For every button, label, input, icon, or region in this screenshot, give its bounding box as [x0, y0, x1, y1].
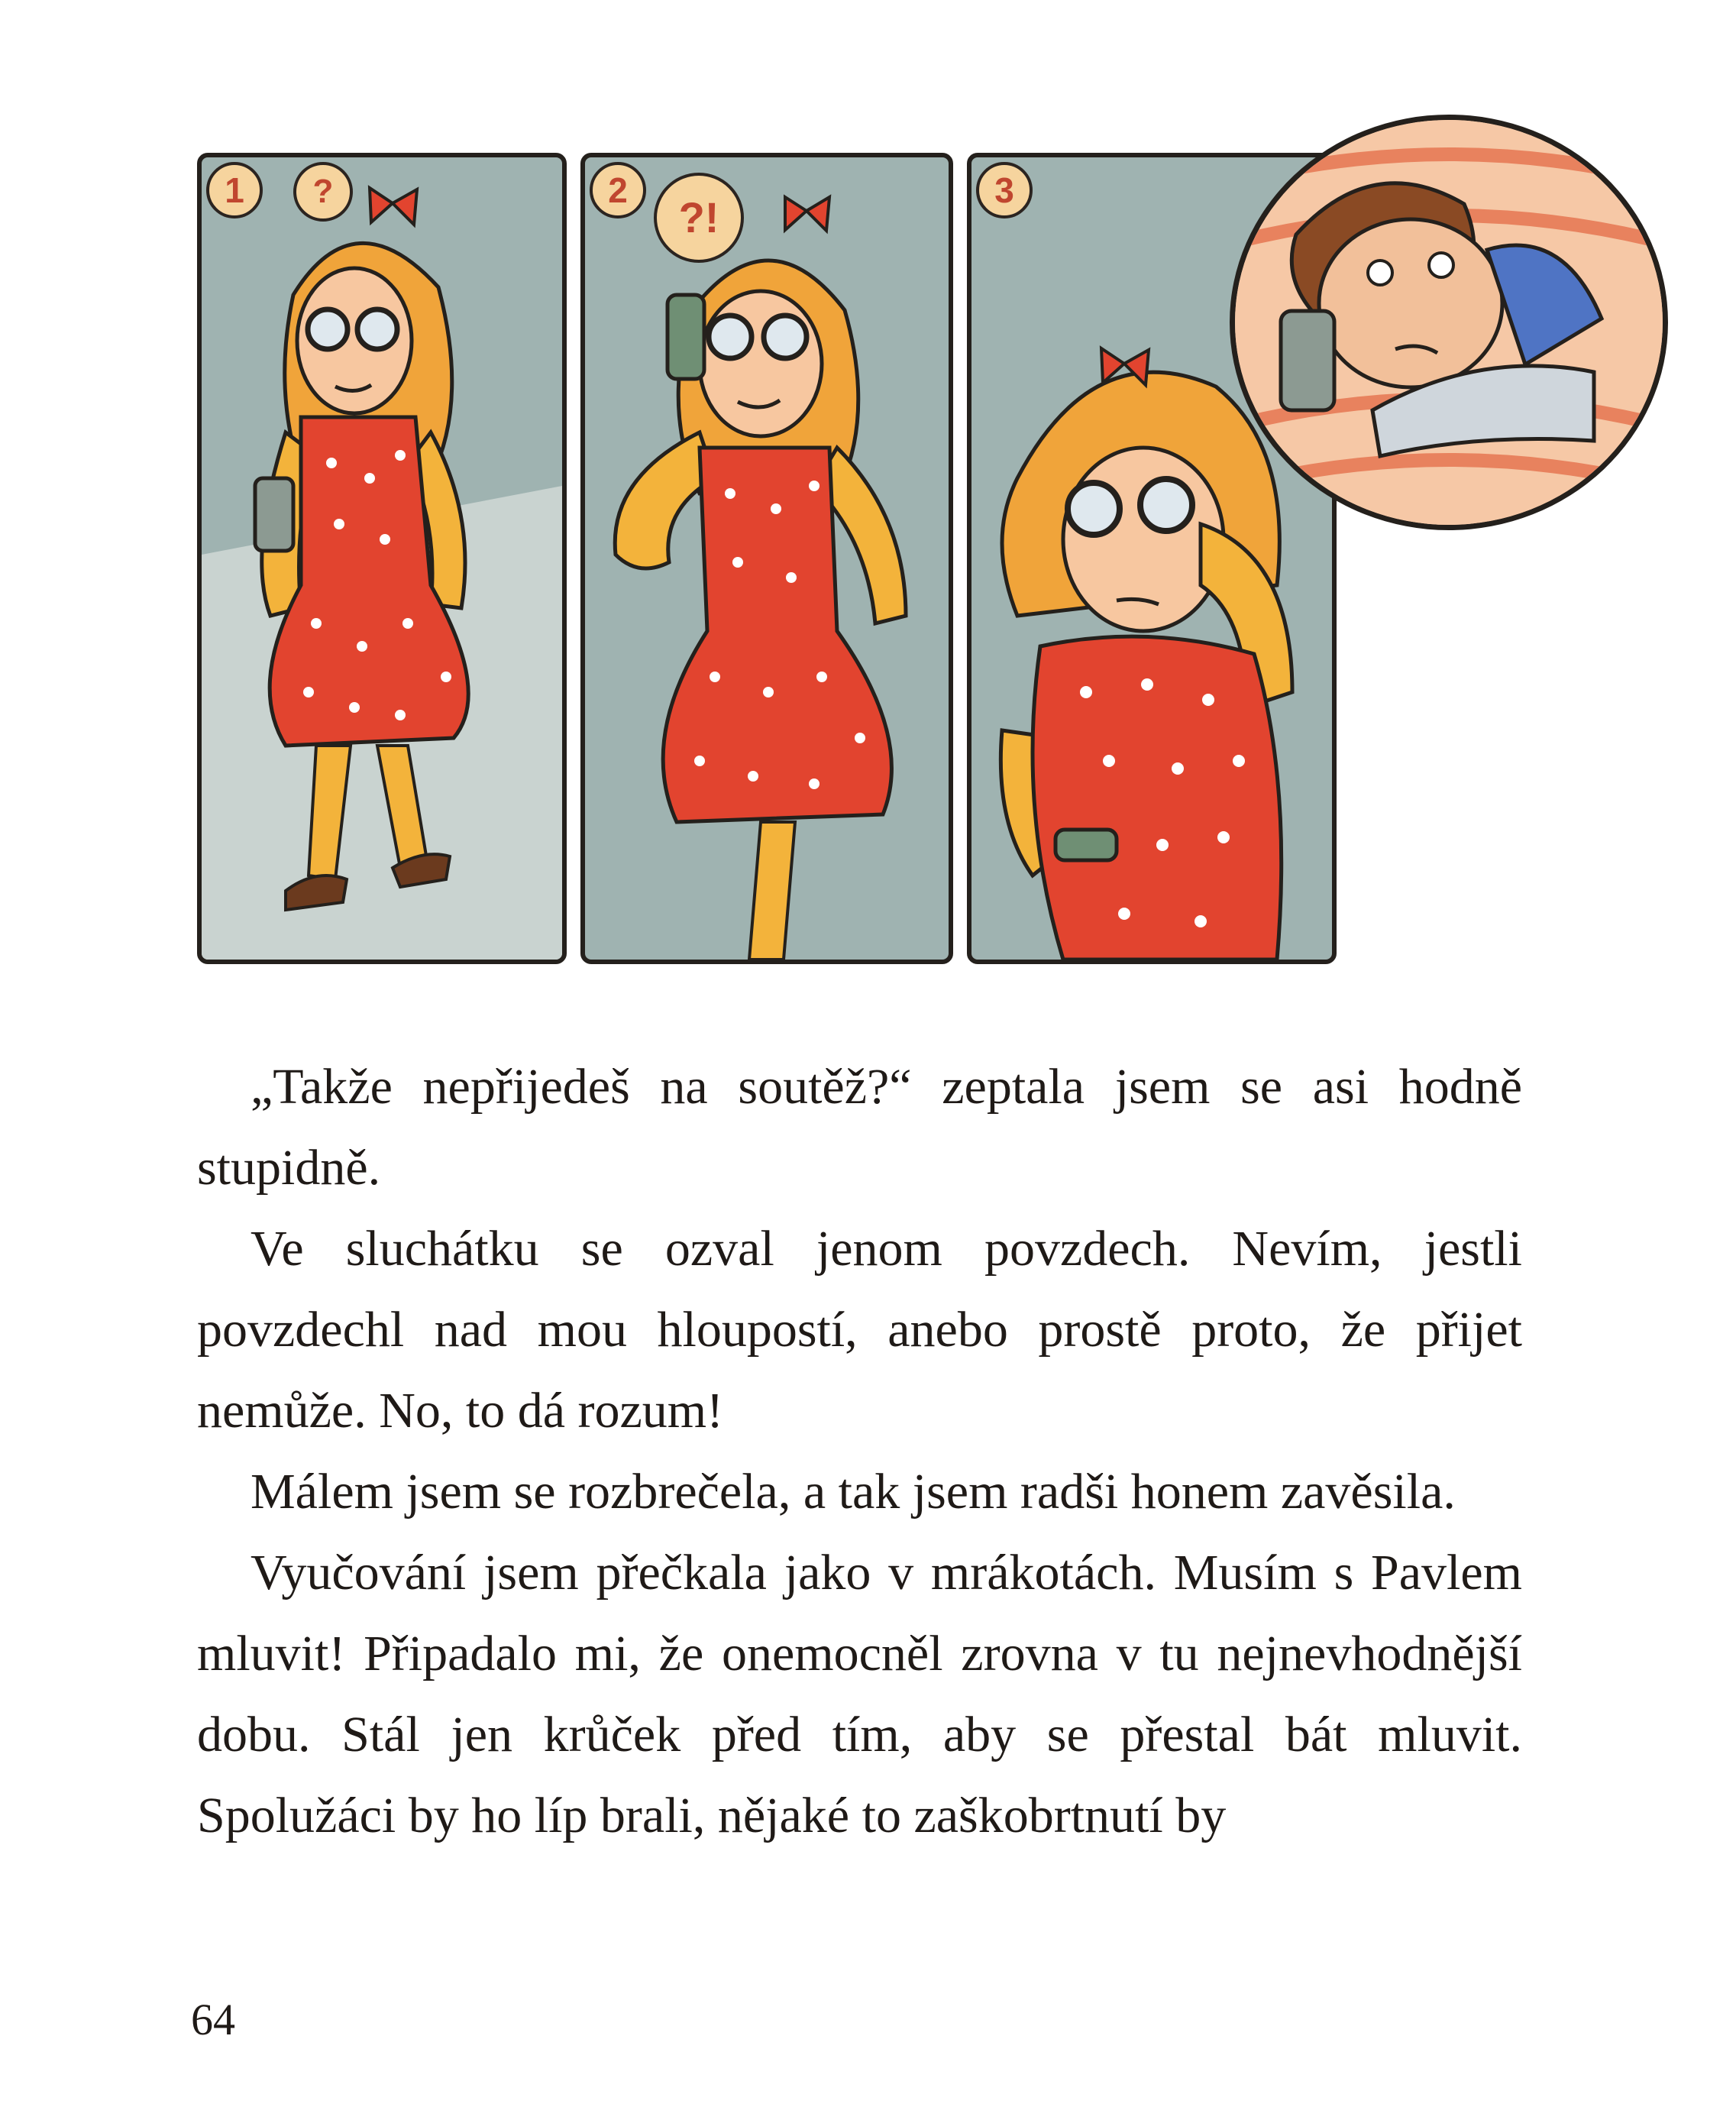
thought-bubble: ?!	[654, 173, 744, 263]
page-number: 64	[191, 1995, 235, 2044]
boy-in-bed-inset	[1230, 115, 1668, 530]
paragraph: Málem jsem se rozbrečela, a tak jsem radši honem zavěsila.	[251, 1464, 1456, 1520]
panel-number-badge: 2	[590, 162, 646, 218]
comic-panel-1	[197, 153, 567, 964]
comic-panel-2	[580, 153, 953, 964]
paragraph: „Takže nepřijedeš na soutěž?“ zeptala jsem se asi hodně stupidně.	[197, 1059, 1522, 1196]
paragraph: Ve sluchátku se ozval jenom povzdech. Nevím, jestli povzdechl nad mou hloupostí, anebo prostě proto, že přijet nemůže. No, to dá rozum!	[197, 1221, 1522, 1439]
story-text	[197, 1047, 1522, 1856]
panel-number-badge: 1	[206, 162, 263, 218]
girl-walking-illustration	[202, 157, 562, 960]
sick-boy-illustration	[1235, 120, 1663, 525]
thought-bubble: ?	[293, 162, 353, 222]
paragraph: Vyučování jsem přečkala jako v mrákotách. Musím s Pavlem mluvit! Připadalo mi, že onemocněl zrovna v tu nejnevhodnější dobu. Stál jen krůček před tím, aby se přestal bát mluvit. Spolužáci by ho líp brali, nějaké to zaškobrtnutí by	[197, 1545, 1522, 1843]
panel-number-badge: 3	[976, 162, 1033, 218]
girl-on-phone-illustration	[585, 157, 949, 960]
